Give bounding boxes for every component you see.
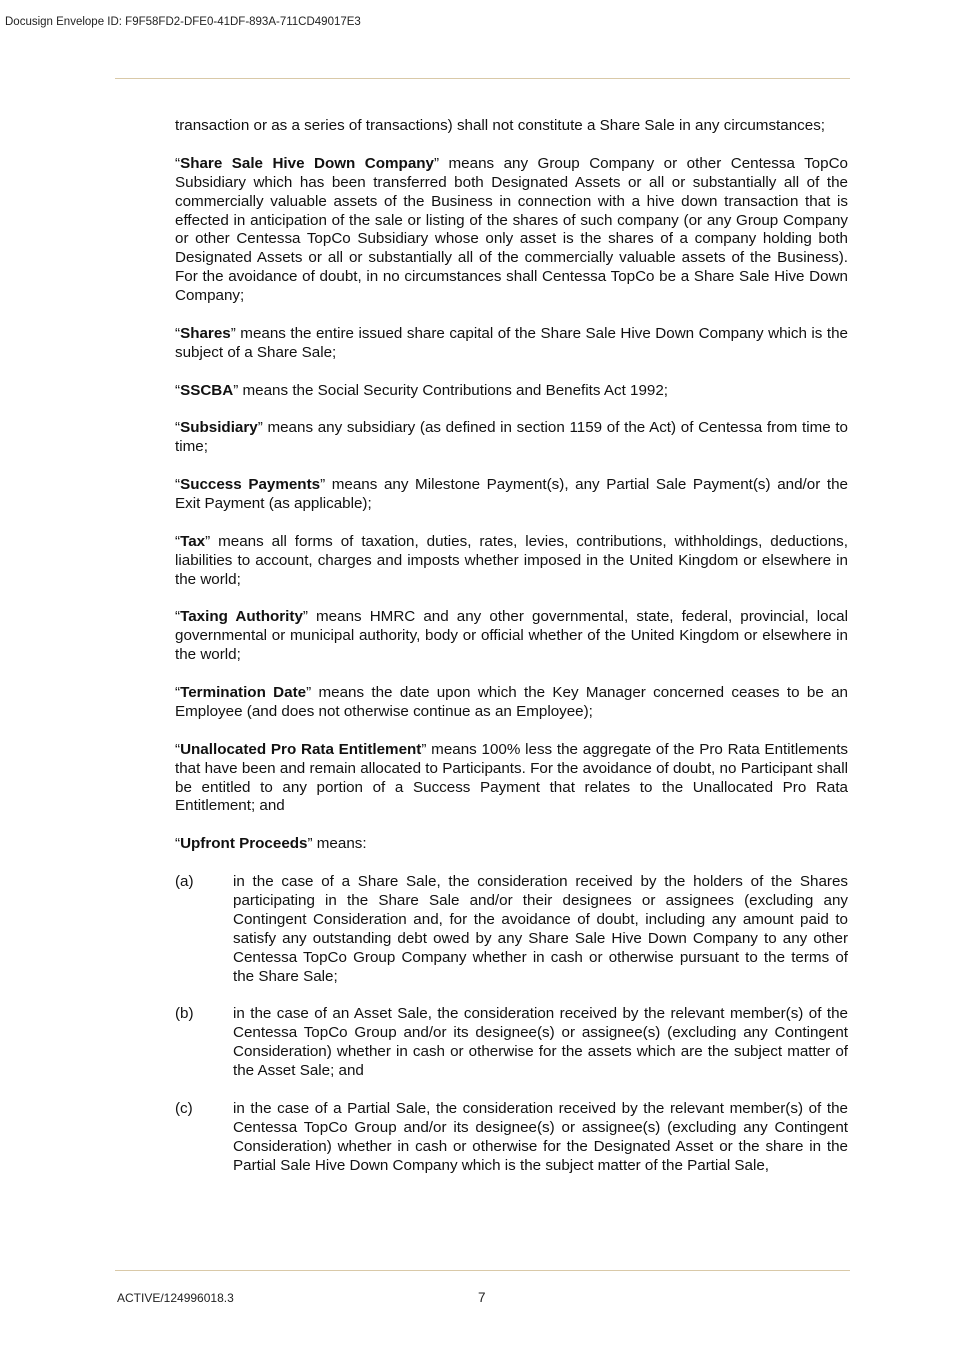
definition-term: Subsidiary (180, 419, 258, 437)
envelope-id: Docusign Envelope ID: F9F58FD2-DFE0-41DF-893A-711CD49017E3 (5, 16, 361, 28)
definition-text: means the Social Security Contributions and Benefits Act 1992; (238, 381, 669, 399)
intro-paragraph: transaction or as a series of transactions) shall not constitute a Share Sale in any circumstances; (175, 117, 826, 134)
definition-text: means any Group Company or other Centessa TopCo Subsidiary which has been transferred both Designated Assets or all or substantially all of the commercially valuable assets of the Business in connection with a hive down transaction that is effected in anticipation of the sale or listing of the shares of such company (or any Group Company or other Centessa TopCo Subsidiary whose only asset is the shares of a company holding both Designated Assets or all or substantially all of the commercially valuable assets of the Business). For the avoidance of doubt, in no circumstances shall Centessa TopCo be a Share Sale Hive Down Company; (175, 154, 848, 305)
definition-text: means HMRC and any other governmental, state, federal, provincial, local governmental or municipal authority, body or official whether of the United Kingdom or elsewhere in the world; (175, 608, 848, 664)
list-item (175, 1005, 848, 1081)
definition-text: means: (312, 835, 367, 853)
definition-term: Share Sale Hive Down Company (180, 154, 434, 172)
header-divider (115, 78, 850, 79)
definition-text: means 100% less the aggregate of the Pro Rata Entitlements that have been and remain allocated to Participants. For the avoidance of doubt, no Participant shall be entitled to any portion of a Success Payment that relates to the Unallocated Pro Rata Entitlement; and (175, 740, 849, 815)
list-item-text: in the case of a Partial Sale, the consideration received by the relevant member(s) of the Centessa TopCo Group and/or its designee(s) or assignee(s) (excluding any Contingent Consideration) whether in cash or otherwise for the Designated Asset or the share in the Partial Sale Hive Down Company which is the subject matter of the Partial Sale, (233, 1099, 848, 1174)
list-item (175, 873, 848, 986)
definition-text: means any subsidiary (as defined in section 1159 of the Act) of Centessa from time to time; (175, 419, 848, 456)
definition-term: Unallocated Pro Rata Entitlement (180, 740, 422, 758)
definition-subsidiary: “Subsidiary” means any subsidiary (as defined in section 1159 of the Act) of Centessa from time to time; (175, 419, 848, 456)
footer-divider (115, 1270, 850, 1271)
definition-sscba: “SSCBA” means the Social Security Contributions and Benefits Act 1992; (175, 381, 669, 399)
definition-text: means all forms of taxation, duties, rates, levies, contributions, withholdings, deductions, liabilities to account, charges and imposts whether imposed in the United Kingdom or elsewhere in the world; (175, 532, 848, 588)
definition-success-payments: “Success Payments” means any Milestone Payment(s), any Partial Sale Payment(s) and/or the Exit Payment (as applicable); (175, 476, 848, 513)
definition-term: Success Payments (180, 476, 321, 494)
list-item-label: (c) (175, 1099, 193, 1117)
definition-taxing-authority: “Taxing Authority” means HMRC and any other governmental, state, federal, provincial, local governmental or municipal authority, body or official whether of the United Kingdom or elsewhere in the world; (175, 608, 848, 664)
definition-term: Shares (180, 324, 231, 342)
definition-text: means any Milestone Payment(s), any Partial Sale Payment(s) and/or the Exit Payment (as applicable); (175, 476, 848, 513)
definition-shares: “Shares” means the entire issued share capital of the Share Sale Hive Down Company which is the subject of a Share Sale; (175, 324, 848, 361)
list-item-text: in the case of an Asset Sale, the consideration received by the relevant member(s) of the Centessa TopCo Group and/or its designee(s) or assignee(s) (excluding any Contingent Consideration) whether in cash or otherwise for the assets which are the subject matter of the Asset Sale; and (233, 1005, 848, 1080)
definition-text: means the entire issued share capital of the Share Sale Hive Down Company which is the subject of a Share Sale; (175, 324, 848, 361)
definition-term: SSCBA (180, 381, 234, 399)
definition-share-sale-hive-down-company: “Share Sale Hive Down Company” means any Group Company or other Centessa TopCo Subsidiary which has been transferred both Designated Assets or all or substantially all of the commercially valuable assets of the Business in connection with a hive down transaction that is effected in anticipation of the sale or listing of the shares of such company (or any Group Company or other Centessa TopCo Subsidiary whose only asset is the shares of a company holding both Designated Assets or all or substantially all of the commercially valuable assets of the Business). For the avoidance of doubt, in no circumstances shall Centessa TopCo be a Share Sale Hive Down Company; (175, 154, 848, 305)
list-item-text: in the case of a Share Sale, the consideration received by the holders of the Shares participating in the Share Sale and/or their designees or assignees (excluding any Contingent Consideration and, for the avoidance of doubt, including any amount paid to satisfy any outstanding debt owed by any Share Sale Hive Down Company to any other Centessa TopCo Group Company whether in cash or otherwise pursuant to the terms of the Share Sale; (233, 873, 848, 985)
definition-tax: “Tax” means all forms of taxation, duties, rates, levies, contributions, withholdings, deductions, liabilities to account, charges and imposts whether imposed in the United Kingdom or elsewhere in the world; (175, 532, 848, 588)
definition-text: means the date upon which the Key Manager concerned ceases to be an Employee (and does not otherwise continue as an Employee); (175, 684, 848, 720)
definition-term: Upfront Proceeds (180, 835, 308, 853)
definition-term: Termination Date (180, 684, 307, 702)
document-reference: ACTIVE/124996018.3 (117, 1291, 234, 1305)
definition-upfront-proceeds: “Upfront Proceeds” means: (175, 835, 367, 853)
list-item (175, 1100, 848, 1176)
definition-term: Tax (180, 532, 206, 550)
definition-termination-date: “Termination Date” means the date upon which the Key Manager concerned ceases to be an Employee (and does not otherwise continue as an Employee); (175, 684, 848, 720)
definition-term: Taxing Authority (180, 608, 303, 626)
document-body (175, 117, 848, 1194)
list-item-label: (b) (175, 1005, 194, 1023)
definition-unallocated-pro-rata-entitlement: “Unallocated Pro Rata Entitlement” means 100% less the aggregate of the Pro Rata Entitlements that have been and remain allocated to Participants. For the avoidance of doubt, no Participant shall be entitled to any portion of a Success Payment that relates to the Unallocated Pro Rata Entitlement; and (175, 740, 849, 815)
page-number: 7 (478, 1290, 486, 1305)
list-item-label: (a) (175, 873, 194, 891)
